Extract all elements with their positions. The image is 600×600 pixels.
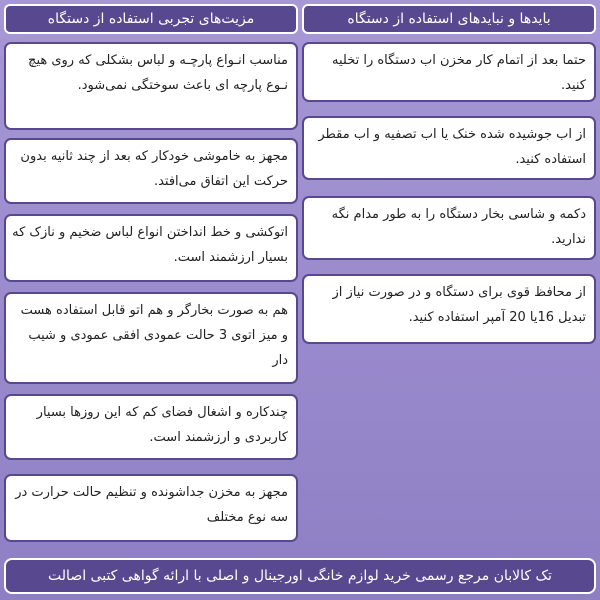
footer-banner: تک کالابان مرجع رسمی خرید لوازم خانگی اورجینال و اصلی با ارائه گواهی کتبی اصالت [4,558,596,594]
advantage-item-2: مجهز به خاموشی خودکار که بعد از چند ثانیه بدون حرکت این اتفاق می‌افتد. [4,138,298,204]
advantages-header: مزیت‌های تجربی استفاده از دستگاه [4,4,298,34]
advantage-item-5: چندکاره و اشغال فضای کم که این روزها بسیار کاربردی و ارزشمند است. [4,394,298,460]
advantage-item-3: اتوکشی و خط انداختن انواع لباس ضخیم و نازک که بسیار ارزشمند است. [4,214,298,282]
dos-donts-item-4: از محافظ قوی برای دستگاه و در صورت نیاز از تبدیل 16یا 20 آمپر استفاده کنید. [302,274,596,344]
dos-donts-item-1: حتما بعد از اتمام کار مخزن اب دستگاه را تخلیه کنید. [302,42,596,102]
dos-and-donts-header: بایدها و نبایدهای استفاده از دستگاه [302,4,596,34]
advantage-item-4: هم به صورت بخارگر و هم اتو قابل استفاده هست و میز اتوی 3 حالت عمودی افقی عمودی و شیب دار [4,292,298,384]
dos-donts-item-3: دکمه و شاسی بخار دستگاه را به طور مدام نگه ندارید. [302,196,596,260]
dos-donts-item-2: از اب جوشیده شده خنک یا اب تصفیه و اب مقطر استفاده کنید. [302,116,596,180]
advantage-item-6: مجهز به مخزن جداشونده و تنظیم حالت حرارت در سه نوع مختلف [4,474,298,542]
advantage-item-1: مناسب انـواع پارچـه و لباس بشکلی که روی هیچ نـوع پارچه ای باعث سوختگی نمی‌شود. [4,42,298,130]
